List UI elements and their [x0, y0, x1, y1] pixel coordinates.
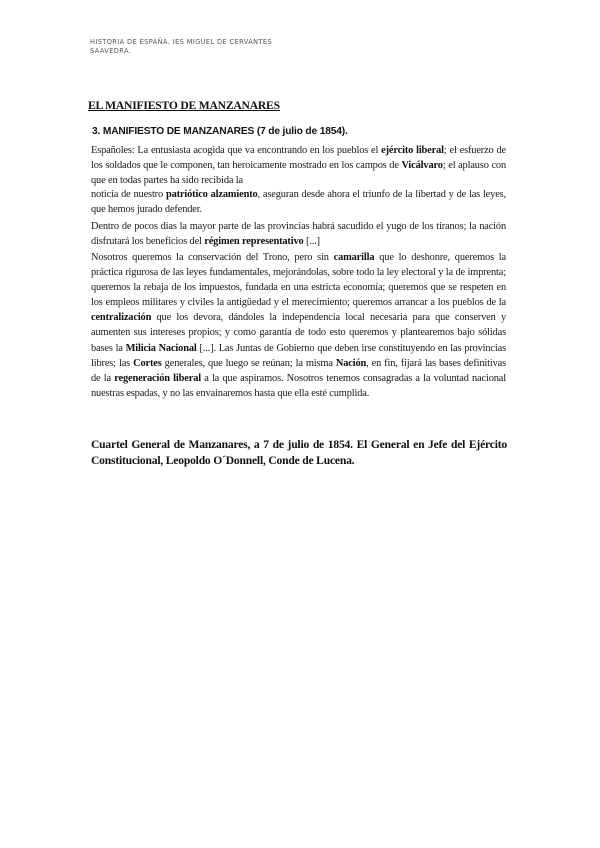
paragraph-1-bold-2: Vicálvaro	[401, 160, 443, 172]
paragraph-4-text-5: generales, que luego se reúnan; la misma	[161, 357, 336, 369]
paragraph-2-text-2: , aseguran desde ahora el triunfo de la libertad y de las leyes, que hemos jurado defender.	[91, 189, 506, 216]
paragraph-4-text-6: , en fin, fijará las bases definitivas de la	[91, 357, 506, 384]
paragraph-4	[91, 250, 506, 401]
section-heading: 3. MANIFIESTO DE MANZANARES (7 de julio de 1854).	[92, 126, 348, 137]
running-header-line-1: HISTORIA DE ESPAÑA. IES MIGUEL DE CERVANTES	[90, 38, 273, 46]
paragraph-4-bold-4: Cortes	[133, 357, 162, 369]
signature-block: Cuartel General de Manzanares, a 7 de julio de 1854. El General en Jefe del Ejército Constitucional, Leopoldo O´Donnell, Conde de Lucena.	[91, 438, 507, 467]
paragraph-4-bold-2: centralización	[91, 312, 152, 324]
paragraph-2-bold-1: patriótico alzamiento	[165, 189, 258, 200]
paragraph-1-bold-1: ejército liberal	[381, 145, 444, 156]
paragraph-3-bold-1: régimen representativo	[204, 236, 304, 248]
paragraph-1	[91, 143, 506, 188]
paragraph-4-bold-3: Milicia Nacional	[125, 342, 197, 354]
document-title: EL MANIFIESTO DE MANZANARES	[88, 99, 280, 112]
paragraph-1-text-2: ; el esfuerzo de los soldados que le componen, tan heroicamente mostrado en los campos de	[91, 145, 506, 172]
paragraph-4-text-7: a la que aspiramos. Nosotros tenemos consagradas a la voluntad nacional nuestras espadas, y no las envainaremos hasta que ella esté cumplida.	[91, 372, 506, 399]
paragraph-3	[91, 219, 506, 249]
paragraph-3-text-2: [...]	[303, 236, 320, 248]
paragraph-4-bold-1: camarilla	[333, 252, 375, 263]
paragraph-1-text-1: Españoles: La entusiasta acogida que va encontrando en los pueblos el	[91, 145, 382, 156]
paragraph-4-text-2: que lo deshonre, queremos la práctica rigurosa de las leyes fundamentales, mejorándolas, sobre todo la ley electoral y la de imprenta; queremos la rebaja de los impuestos, fundada en una estricta economía; queremos que se respeten en los empleos militares y civiles la antigüedad y el merecimiento; queremos arrancar a los pueblos de la	[91, 252, 506, 309]
paragraph-3-text-1: Dentro de pocos días la mayor parte de las provincias habrá sacudido el yugo de los tiranos; la nación disfrutará los beneficios del	[91, 221, 506, 248]
paragraph-4-text-3: que los devora, dándoles la independencia local necesaria para que conserven y aumenten sus intereses propios; y como garantía de todo esto queremos y plantearemos bajo sólidas bases la	[91, 312, 506, 354]
paragraph-4-bold-6: regeneración liberal	[114, 372, 201, 384]
paragraph-2	[91, 187, 506, 217]
paragraph-1-text-3: ; el aplauso con que en todas partes ha sido recibida la	[91, 160, 506, 187]
paragraph-4-text-4: [...]. Las Juntas de Gobierno que deben irse constituyendo en las provincias libres; las	[91, 342, 506, 369]
paragraph-4-bold-5: Nación	[335, 357, 367, 369]
running-header	[90, 38, 330, 55]
paragraph-2-text-1: noticia de nuestro	[91, 189, 166, 200]
running-header-line-2: SAAVEDRA.	[90, 46, 132, 55]
paragraph-4-text-1: Nosotros queremos la conservación del Trono, pero sin	[91, 252, 334, 263]
